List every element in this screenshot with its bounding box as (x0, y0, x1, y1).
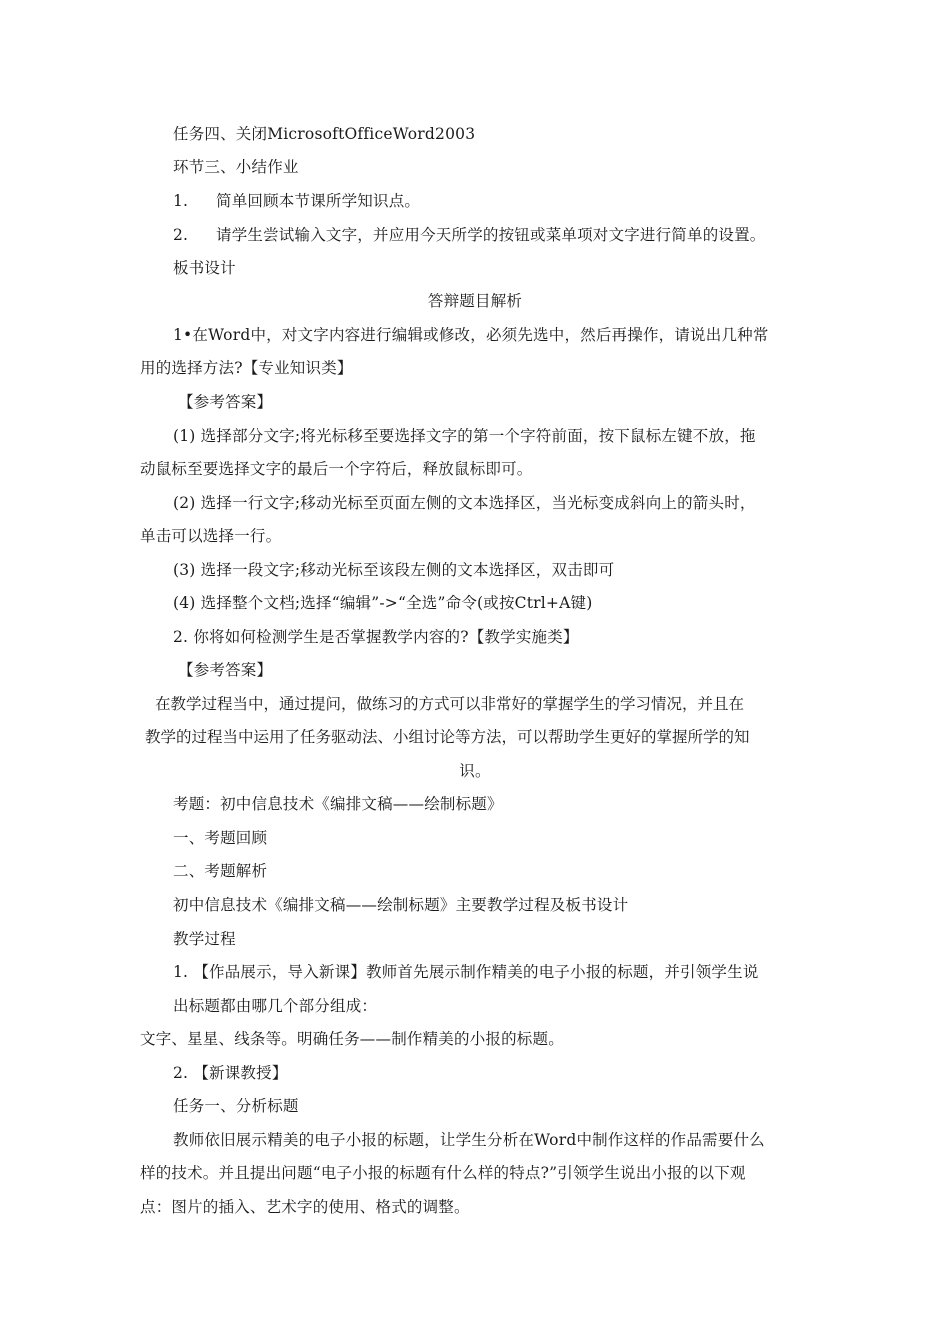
answer-1-line-1: (1) 选择部分文字;将光标移至要选择文字的第一个字符前面，按下鼠标左键不放，拖 (173, 427, 756, 445)
list-number: 2. (173, 226, 189, 244)
answer-paragraph-line-2: 教学的过程当中运用了任务驱动法、小组讨论等方法，可以帮助学生更好的掌握所学的知 (145, 728, 750, 746)
summary-item-1: 1. 简单回顾本节课所学知识点。 (173, 192, 421, 210)
lesson-overview-line: 初中信息技术《编排文稿——绘制标题》主要教学过程及板书设计 (173, 896, 629, 914)
task-one-heading: 任务一、分析标题 (173, 1097, 299, 1115)
task-four-line: 任务四、关闭MicrosoftOfficeWord2003 (173, 125, 476, 143)
task-one-paragraph-line-1: 教师依旧展示精美的电子小报的标题，让学生分析在Word中制作这样的作品需要什么 (173, 1131, 765, 1149)
step-1-line-1: 1. 【作品展示，导入新课】教师首先展示制作精美的电子小报的标题，并引领学生说 (173, 963, 759, 981)
task-one-paragraph-line-2: 样的技术。并且提出问题“电子小报的标题有什么样的特点?”引领学生说出小报的以下观 (140, 1164, 746, 1182)
answer-2-line-2: 单击可以选择一行。 (140, 527, 282, 545)
summary-item-2: 2. 请学生尝试输入文字，并应用今天所学的按钮或菜单项对文字进行简单的设置。 (173, 226, 766, 244)
teaching-process-heading: 教学过程 (173, 930, 236, 948)
step-1-line-2: 出标题都由哪几个部分组成： (173, 997, 378, 1015)
answer-paragraph-line-3: 识。 (459, 762, 491, 780)
board-design-heading: 板书设计 (173, 259, 236, 277)
answer-2-line-1: (2) 选择一行文字;移动光标至页面左侧的文本选择区，当光标变成斜向上的箭头时， (173, 494, 756, 512)
question-1-line-2: 用的选择方法?【专业知识类】 (140, 359, 353, 377)
section-three-heading: 环节三、小结作业 (173, 158, 299, 176)
list-number: 1. (173, 192, 189, 210)
question-2-line: 2. 你将如何检测学生是否掌握教学内容的?【教学实施类】 (173, 628, 579, 646)
answer-1-line-2: 动鼠标至要选择文字的最后一个字符后，释放鼠标即可。 (140, 460, 533, 478)
step-1-line-3: 文字、星星、线条等。明确任务——制作精美的小报的标题。 (140, 1030, 564, 1048)
answer-analysis-title: 答辩题目解析 (427, 292, 523, 310)
reference-answer-label: 【参考答案】 (178, 661, 273, 679)
question-1-line-1: 1•在Word中，对文字内容进行编辑或修改，必须先选中，然后再操作，请说出几种常 (173, 326, 769, 344)
answer-3-line: (3) 选择一段文字;移动光标至该段左侧的文本选择区，双击即可 (173, 561, 615, 579)
answer-paragraph-line-1: 在教学过程当中，通过提问，做练习的方式可以非常好的掌握学生的学习情况，并且在 (155, 695, 745, 713)
reference-answer-label: 【参考答案】 (178, 393, 273, 411)
answer-4-line: (4) 选择整个文档;选择“编辑”->“全选”命令(或按Ctrl+A键) (173, 594, 593, 612)
exam-review-heading: 一、考题回顾 (173, 829, 268, 847)
exam-analysis-heading: 二、考题解析 (173, 862, 268, 880)
task-one-paragraph-line-3: 点：图片的插入、艺术字的使用、格式的调整。 (140, 1198, 470, 1216)
step-2-heading: 2. 【新课教授】 (173, 1064, 288, 1082)
exam-topic-line: 考题：初中信息技术《编排文稿——绘制标题》 (173, 795, 503, 813)
